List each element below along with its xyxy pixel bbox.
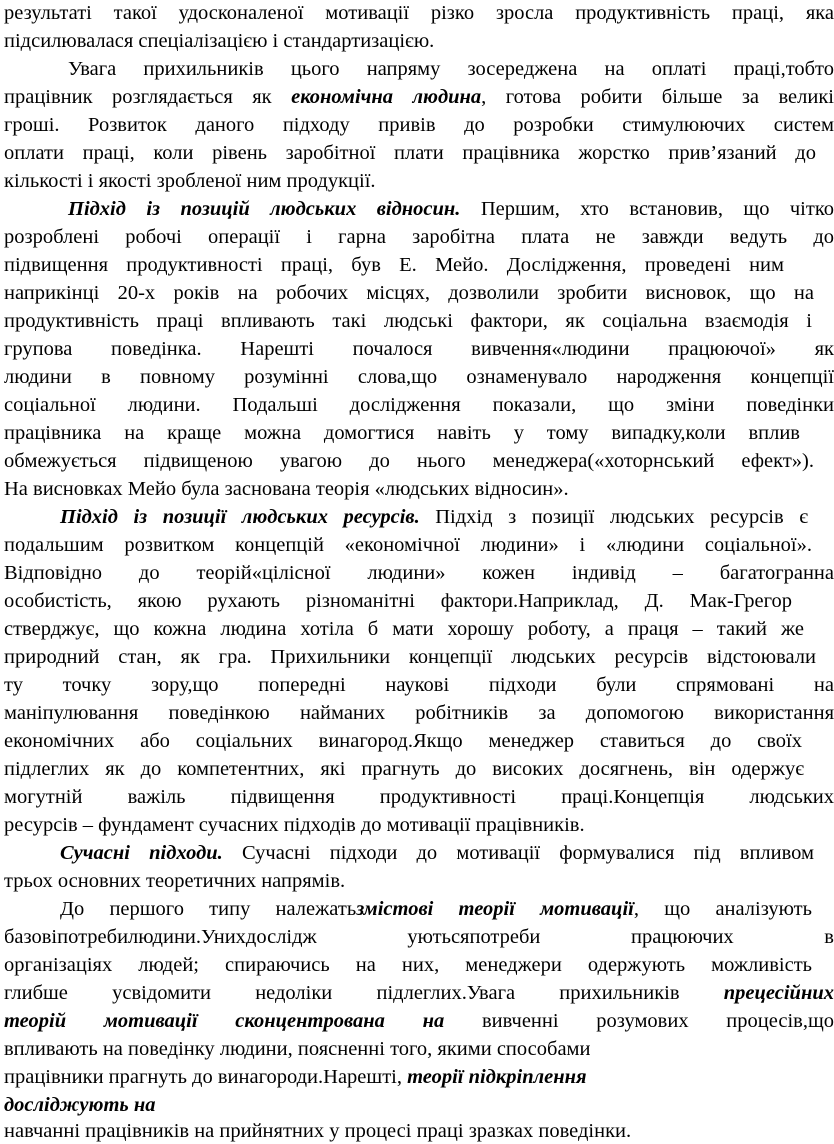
text-line: ресурсів – фундамент сучасних підходів до мотивації працівників. [4,814,585,836]
text-line: На висновках Мейо була заснована теорія «людських відносин». [4,478,569,500]
text-line: працівника на краще можна домогтися навіть у тому випадку,коли вплив [4,422,800,444]
text-line: оплати праці, коли рівень заробітної плати працівника жорстко прив’язаний до [4,142,816,164]
text-line: організаціях людей; спираючись на них, менеджери одержують можливість [4,954,812,976]
text-line: обмежується підвищеною увагою до нього менеджера(«хоторнський ефект»). [4,450,814,472]
text-line: продуктивність праці впливають такі людські фактори, як соціальна взаємодія і [4,310,812,332]
text-line: стверджує, що кожна людина хотіла б мати хорошу роботу, а праця – такий же [4,618,804,640]
text-line: глибше усвідомити недоліки підлеглих.Увага прихильників прецесійних [4,982,834,1004]
text-line: Відповідно до теорій«цілісної людини» кожен індивід – багатогранна [4,562,834,584]
text-line: гроші. Розвиток даного підходу привів до розробки стимулюючих систем [4,114,834,136]
text-line: групова поведінка. Нарешті почалося вивчення«людини працюючої» як [4,338,834,360]
text-line: розроблені робочі операції і гарна заробітна плата не завжди ведуть до [4,226,834,248]
text-line: До першого типу належатьзмістові теорії мотивації, що аналізують [60,898,812,920]
text-line: подальшим розвитком концепцій «економічної людини» і «людини соціальної». [4,534,812,556]
text-line: людини в повному розумінні слова,що ознаменувало народження концепції [4,366,834,388]
text-line: підвищення продуктивності праці, був Е. Мейо. Дослідження, проведені ним [4,254,784,276]
text-line: навчанні працівників на прийнятних у процесі праці зразках поведінки. [4,1120,632,1142]
text-line: впливають на поведінку людини, поясненні того, якими способами [4,1038,591,1060]
text-line: базовіпотребилюдини.Унихдослідж уютьсяпотреби працюючих в [4,926,834,948]
text-line: підсилювалася спеціалізацією і стандартизацією. [4,30,435,52]
text-line: економічних або соціальних винагород.Якщо менеджер ставиться до своїх [4,730,802,752]
text-line: Увага прихильників цього напряму зосереджена на оплаті праці,тобто [68,58,834,80]
text-line: Сучасні підходи. Сучасні підходи до мотивації формувалися під впливом [60,842,815,864]
text-line: особистість, якою рухають різноманітні фактори.Наприклад, Д. Мак-Грегор [4,590,792,612]
text-line: маніпулювання поведінкою найманих робітників за допомогою використання [4,702,834,724]
text-line: кількості і якості зробленої ним продукції. [4,170,376,192]
text-line: працівники прагнуть до винагороди.Нарешті, теорії підкріплення [4,1066,587,1088]
text-line: Підхід із позицій людських відносин. Першим, хто встановив, що чітко [68,198,834,220]
text-line: Підхід із позиції людських ресурсів. Підхід з позиції людських ресурсів є [60,506,808,528]
text-line: підлеглих як до компетентних, які прагнуть до високих досягнень, він одержує [4,758,804,780]
text-line: наприкінці 20-х років на робочих місцях, дозволили зробити висновок, що на [4,282,814,304]
text-line: природний стан, як гра. Прихильники концепції людських ресурсів відстоювали [4,646,816,668]
text-line: могутній важіль підвищення продуктивності праці.Концепція людських [4,786,834,808]
text-line: працівник розглядається як економічна людина, готова робити більше за великі [4,86,834,108]
text-line: теорій мотивації сконцентрована на вивченні розумових процесів,що [4,1010,834,1032]
text-line: трьох основних теоретичних напрямів. [4,870,346,892]
text-line: ту точку зору,що попередні наукові підходи були спрямовані на [4,674,834,696]
text-line: результаті такої удосконаленої мотивації різко зросла продуктивність праці, яка [4,2,834,24]
text-line: соціальної людини. Подальші дослідження показали, що зміни поведінки [4,394,834,416]
text-line: досліджують на [4,1094,156,1116]
